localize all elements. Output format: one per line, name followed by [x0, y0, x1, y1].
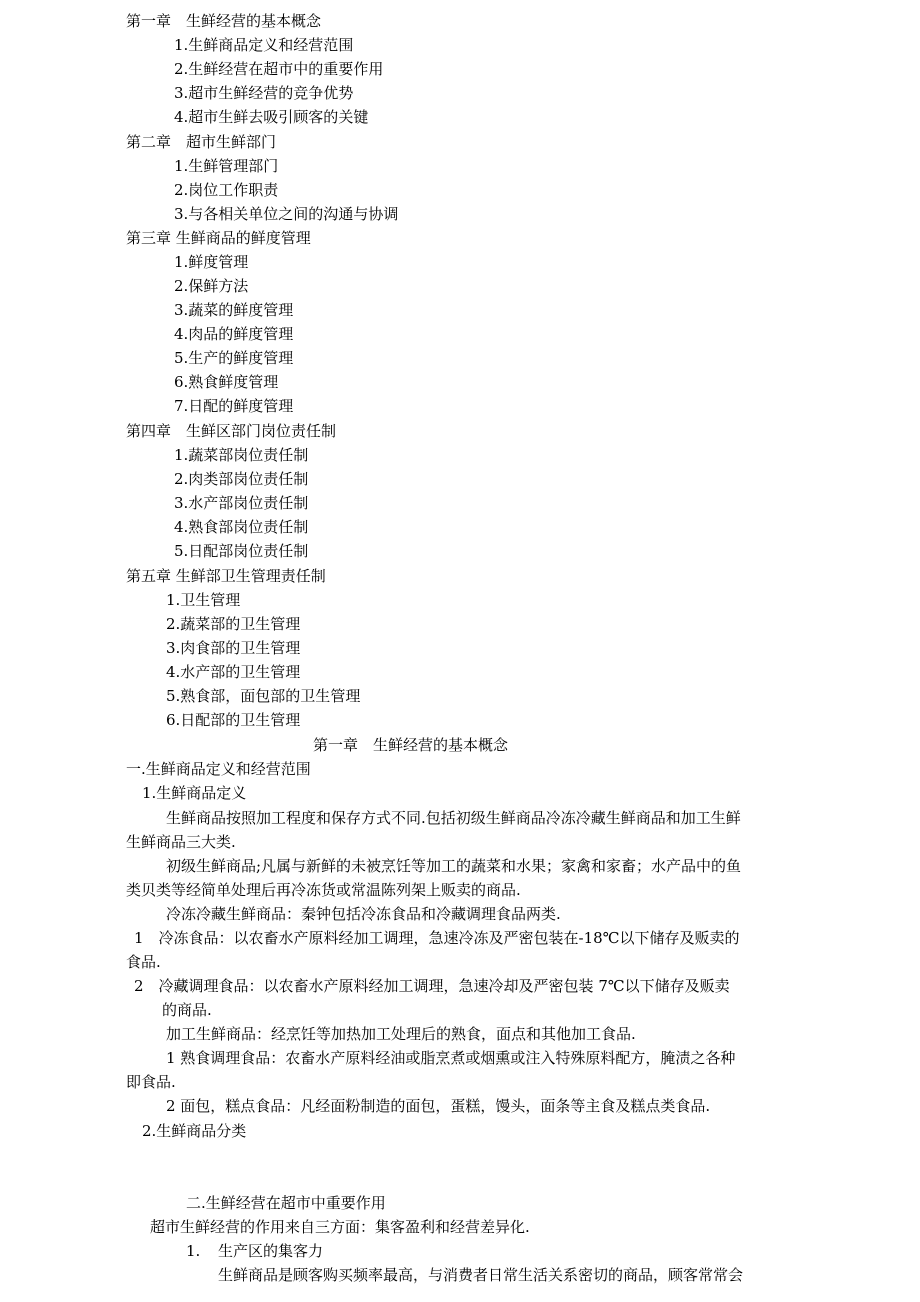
- paragraph-line: 食品.: [126, 953, 161, 971]
- toc-item: 3.肉食部的卫生管理: [166, 639, 301, 657]
- list-number: 1.: [186, 1242, 201, 1260]
- toc-item: 7.日配的鲜度管理: [174, 397, 294, 415]
- toc-item: 5.熟食部，面包部的卫生管理: [166, 687, 361, 705]
- paragraph-line: 生鲜商品是顾客购买频率最高，与消费者日常生活关系密切的商品，顾客常常会: [218, 1266, 744, 1284]
- toc-item: 3.与各相关单位之间的沟通与协调: [174, 205, 399, 223]
- section-heading: 一.生鲜商品定义和经营范围: [126, 760, 311, 778]
- paragraph-line: 即食品.: [126, 1073, 176, 1091]
- paragraph-line: 的商品.: [162, 1001, 212, 1019]
- toc-item: 1.生鲜管理部门: [174, 157, 279, 175]
- subsection-heading: 2.生鲜商品分类: [142, 1122, 247, 1140]
- toc-item: 3.水产部岗位责任制: [174, 494, 309, 512]
- toc-chapter-4: 第四章 生鲜区部门岗位责任制: [126, 422, 337, 440]
- toc-item: 1.卫生管理: [166, 591, 241, 609]
- toc-item: 6.日配部的卫生管理: [166, 711, 301, 729]
- chapter-title: 第一章 生鲜经营的基本概念: [313, 736, 509, 754]
- toc-chapter-5: 第五章 生鲜部卫生管理责任制: [126, 567, 326, 585]
- paragraph-line: 加工生鲜商品：经烹饪等加热加工处理后的熟食，面点和其他加工食品.: [166, 1025, 636, 1043]
- toc-item: 1.鲜度管理: [174, 253, 249, 271]
- toc-item: 5.生产的鲜度管理: [174, 349, 294, 367]
- toc-item: 2.肉类部岗位责任制: [174, 470, 309, 488]
- subsection-heading: 1.生鲜商品定义: [142, 784, 247, 802]
- paragraph-line: 生鲜商品三大类.: [126, 833, 236, 851]
- toc-chapter-2: 第二章 超市生鲜部门: [126, 133, 277, 151]
- toc-item: 1.生鲜商品定义和经营范围: [174, 36, 354, 54]
- toc-item: 6.熟食鲜度管理: [174, 373, 279, 391]
- paragraph-line: 超市生鲜经营的作用来自三方面：集客盈利和经营差异化.: [150, 1218, 530, 1236]
- paragraph-line: 2 面包，糕点食品：凡经面粉制造的面包，蛋糕，馒头，面条等主食及糕点类食品.: [166, 1097, 711, 1115]
- toc-item: 1.蔬菜部岗位责任制: [174, 446, 309, 464]
- paragraph-line: 生鲜商品按照加工程度和保存方式不同.包括初级生鲜商品冷冻冷藏生鲜商品和加工生鲜: [166, 809, 741, 827]
- toc-item: 2.保鲜方法: [174, 277, 249, 295]
- toc-item: 4.超市生鲜去吸引顾客的关键: [174, 108, 369, 126]
- toc-item: 2.蔬菜部的卫生管理: [166, 615, 301, 633]
- paragraph-line: 类贝类等经简单处理后再冷冻货或常温陈列架上贩卖的商品.: [126, 881, 521, 899]
- toc-item: 2.生鲜经营在超市中的重要作用: [174, 60, 384, 78]
- paragraph-line: 初级生鲜商品;凡属与新鲜的未被烹饪等加工的蔬菜和水果；家禽和家畜；水产品中的鱼: [166, 857, 742, 875]
- toc-chapter-1: 第一章 生鲜经营的基本概念: [126, 12, 322, 30]
- section-heading: 二.生鲜经营在超市中重要作用: [186, 1194, 386, 1212]
- toc-item: 4.熟食部岗位责任制: [174, 518, 309, 536]
- paragraph-line: 2 冷藏调理食品：以农畜水产原料经加工调理，急速冷却及严密包装 7℃以下储存及贩卖: [134, 977, 730, 995]
- toc-item: 3.蔬菜的鲜度管理: [174, 301, 294, 319]
- toc-chapter-3: 第三章 生鲜商品的鲜度管理: [126, 229, 311, 247]
- list-item-title: 生产区的集客力: [218, 1242, 324, 1260]
- toc-item: 5.日配部岗位责任制: [174, 542, 309, 560]
- paragraph-line: 冷冻冷藏生鲜商品：秦钟包括冷冻食品和冷藏调理食品两类.: [166, 905, 561, 923]
- toc-item: 2.岗位工作职责: [174, 181, 279, 199]
- toc-item: 4.肉品的鲜度管理: [174, 325, 294, 343]
- paragraph-line: 1 冷冻食品：以农畜水产原料经加工调理，急速冷冻及严密包装在-18℃以下储存及贩卖的: [134, 929, 740, 947]
- toc-item: 4.水产部的卫生管理: [166, 663, 301, 681]
- toc-item: 3.超市生鲜经营的竞争优势: [174, 84, 354, 102]
- paragraph-line: 1 熟食调理食品：农畜水产原料经油或脂烹煮或烟熏或注入特殊原料配方，腌渍之各种: [166, 1049, 736, 1067]
